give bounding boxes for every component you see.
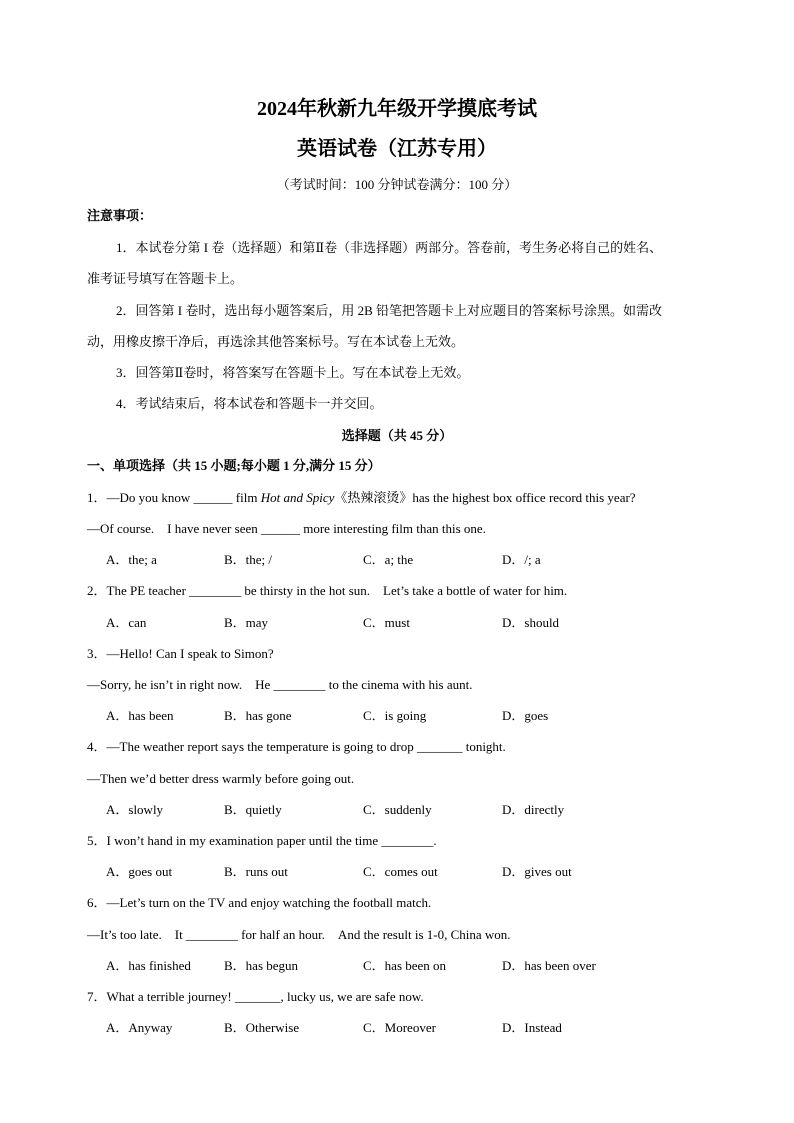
q6-option-d[interactable]: D．has been over — [502, 958, 596, 973]
note-1b: 准考证号填写在答题卡上。 — [87, 271, 244, 286]
q2-option-c[interactable]: C．must — [363, 615, 410, 630]
exam-info: （考试时间：100 分钟试卷满分：100 分） — [276, 177, 518, 192]
q6-option-a[interactable]: A．has finished — [106, 958, 191, 973]
note-1a: 1．本试卷分第 I 卷（选择题）和第Ⅱ卷（非选择题）两部分。答卷前，考生务必将自己的姓名、 — [116, 240, 663, 255]
q4-option-a[interactable]: A．slowly — [106, 802, 164, 817]
question-3-line-2: —Sorry, he isn’t in right now. He ________ to the cinema with his aunt. — [87, 677, 473, 692]
q6-option-b[interactable]: B．has begun — [224, 958, 299, 973]
question-6-line-2: —It’s too late. It ________ for half an hour. And the result is 1-0, China won. — [87, 927, 511, 942]
q3-option-a[interactable]: A．has been — [106, 708, 174, 723]
question-1-film-title: Hot and Spicy — [260, 490, 335, 505]
section-title: 选择题（共 45 分） — [341, 428, 453, 443]
q5-option-d[interactable]: D．gives out — [502, 864, 572, 879]
question-3-line-1: 3．—Hello! Can I speak to Simon? — [87, 646, 274, 661]
note-2a: 2．回答第 I 卷时，选出每小题答案后，用 2B 铅笔把答题卡上对应题目的答案标号涂黑。如需改 — [116, 303, 663, 318]
q4-option-c[interactable]: C．suddenly — [363, 802, 432, 817]
exam-subtitle: 英语试卷（江苏专用） — [297, 138, 497, 160]
note-4: 4．考试结束后，将本试卷和答题卡一并交回。 — [116, 396, 383, 411]
question-1-text-a: 1．—Do you know ______ film — [87, 490, 261, 505]
q2-option-a[interactable]: A．can — [106, 615, 147, 630]
q4-option-d[interactable]: D．directly — [502, 802, 565, 817]
question-1-line-2: —Of course. I have never seen ______ more interesting film than this one. — [87, 521, 486, 536]
question-1-line-1 — [87, 490, 636, 506]
q5-option-a[interactable]: A．goes out — [106, 864, 173, 879]
question-5-line-1: 5．I won’t hand in my examination paper until the time ________. — [87, 833, 437, 848]
q7-option-d[interactable]: D．Instead — [502, 1020, 562, 1035]
q4-option-b[interactable]: B．quietly — [224, 802, 282, 817]
q3-option-d[interactable]: D．goes — [502, 708, 549, 723]
q6-option-c[interactable]: C．has been on — [363, 958, 447, 973]
q1-option-c[interactable]: C．a; the — [363, 552, 414, 567]
q7-option-a[interactable]: A．Anyway — [106, 1020, 173, 1035]
q3-option-b[interactable]: B．has gone — [224, 708, 292, 723]
q5-option-b[interactable]: B．runs out — [224, 864, 288, 879]
q1-option-a[interactable]: A．the; a — [106, 552, 157, 567]
question-6-line-1: 6．—Let’s turn on the TV and enjoy watching the football match. — [87, 895, 432, 910]
q3-option-c[interactable]: C．is going — [363, 708, 427, 723]
question-2-line-1: 2．The PE teacher ________ be thirsty in the hot sun. Let’s take a bottle of water for him. — [87, 583, 568, 598]
q2-option-d[interactable]: D．should — [502, 615, 560, 630]
exam-title: 2024年秋新九年级开学摸底考试 — [257, 98, 537, 120]
q5-option-c[interactable]: C．comes out — [363, 864, 438, 879]
note-2b: 动，用橡皮擦干净后，再选涂其他答案标号。写在本试卷上无效。 — [87, 334, 465, 349]
part1-heading: 一、单项选择（共 15 小题;每小题 1 分,满分 15 分） — [87, 458, 381, 473]
question-7-line-1: 7．What a terrible journey! _______, lucky us, we are safe now. — [87, 989, 424, 1004]
question-1-text-b: 《热辣滚烫》has the highest box office record this year? — [334, 490, 636, 505]
question-4-line-2: —Then we’d better dress warmly before going out. — [87, 771, 355, 786]
q7-option-c[interactable]: C．Moreover — [363, 1020, 436, 1035]
q1-option-d[interactable]: D．/; a — [502, 552, 541, 567]
note-3: 3．回答第Ⅱ卷时，将答案写在答题卡上。写在本试卷上无效。 — [116, 365, 470, 380]
question-4-line-1: 4．—The weather report says the temperature is going to drop _______ tonight. — [87, 739, 506, 754]
q7-option-b[interactable]: B．Otherwise — [224, 1020, 300, 1035]
notes-heading: 注意事项： — [87, 208, 153, 223]
q1-option-b[interactable]: B．the; / — [224, 552, 273, 567]
q2-option-b[interactable]: B．may — [224, 615, 269, 630]
